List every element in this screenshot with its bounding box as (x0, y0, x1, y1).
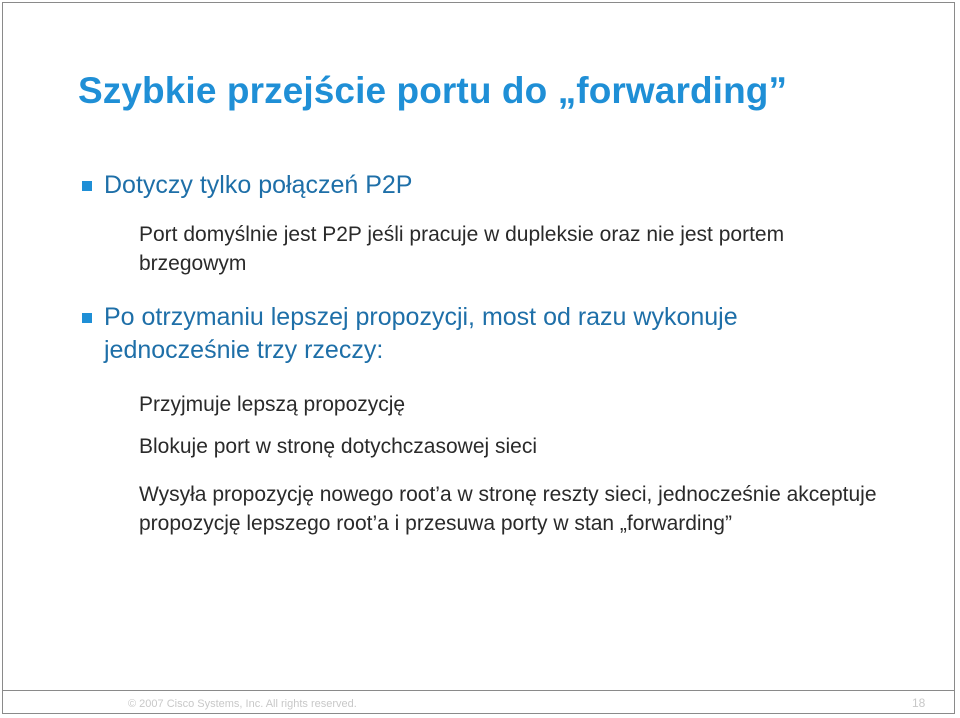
page-number: 18 (912, 696, 926, 710)
sub-bullet-text: Blokuje port w stronę dotychczasowej sieci (139, 435, 538, 458)
square-bullet-icon (82, 313, 92, 323)
bullet-text: Dotyczy tylko połączeń P2P (104, 171, 413, 199)
bullet-text: Po otrzymaniu lepszej propozycji, most od razu wykonuje jednocześnie trzy rzeczy: (104, 303, 738, 364)
square-bullet-icon (82, 181, 92, 191)
sub-bullet-text: Port domyślnie jest P2P jeśli pracuje w dupleksie oraz nie jest portem brzegowym (139, 223, 785, 275)
sub-bullet-text: Przyjmuje lepszą propozycję (139, 393, 406, 416)
copyright-notice: © 2007 Cisco Systems, Inc. All rights reserved. (128, 698, 357, 710)
slide-title: Szybkie przejście portu do „forwarding” (78, 70, 788, 111)
sub-bullet-text: Wysyła propozycję nowego root’a w stronę reszty sieci, jednocześnie akceptuje propozycję lepszego root’a i przesuwa porty w stan „forwarding” (139, 483, 877, 535)
